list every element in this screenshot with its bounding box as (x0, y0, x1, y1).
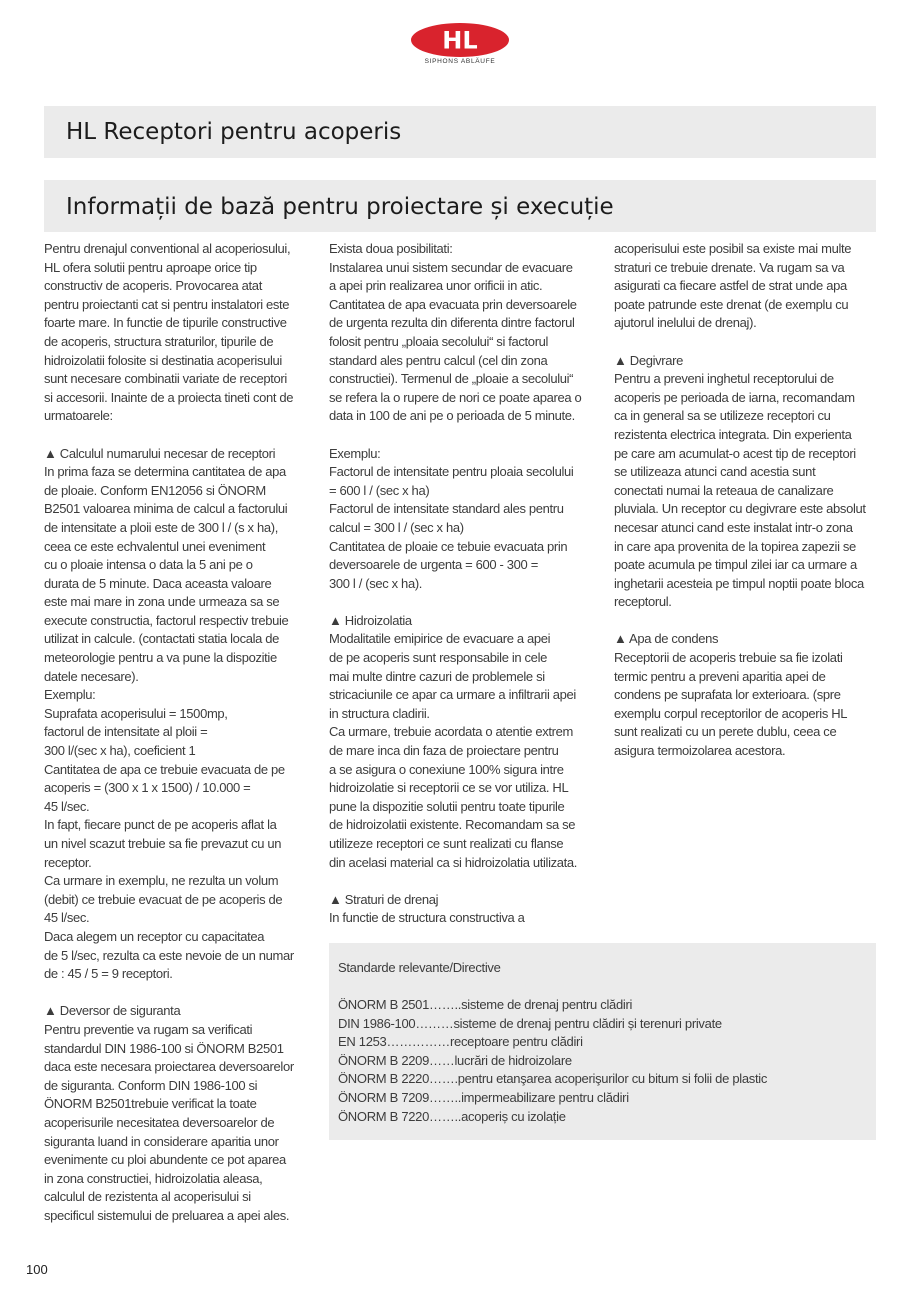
text-line: hidroizolatie si receptorii ce se vor utiliza. HL (329, 780, 569, 796)
paragraph-spacer (329, 872, 591, 891)
text-line: de intensitate a ploii este de 300 l / (s x ha), (44, 519, 278, 535)
text-line: a apei prin realizarea unor orificii in atic. (329, 278, 543, 294)
text-line: si accesorii. Inainte de a proiecta tineti cont de (44, 389, 294, 405)
text-line: a se asigura o conexiune 100% sigura intre (329, 761, 564, 777)
text-line: meteorologie pentru a va pune la dispozitie (44, 650, 277, 666)
text-line: Ca urmare, trebuie acordata o atentie extrem (329, 724, 574, 740)
text-line: ca in general sa se utilizeze receptori cu (614, 408, 831, 424)
text-line: calculul de rezistenta al acoperisului si (44, 1189, 251, 1205)
text-line: sunt realizati cu un perete dublu, ceea ce (614, 724, 837, 740)
text-line: Cantitatea de apa ce trebuie evacuata de pe (44, 761, 285, 777)
text-line: de acoperis, structura straturilor, tipurile de (44, 333, 274, 349)
text-line: poate patrunde este drenat (de exemplu cu (614, 296, 849, 312)
paragraph-spacer (329, 426, 591, 445)
text-line: pune la dispozitie solutii pentru toate tipurile (329, 798, 565, 814)
text-line: poate acumula pe timpul zilei iar ca urmare a (614, 557, 857, 573)
text-line: (debit) ce trebuie evacuat de pe acoperis de (44, 891, 283, 907)
text-column-3 (614, 240, 879, 761)
hl-logo (410, 22, 510, 74)
text-line: Factorul de intensitate pentru ploaia secolului (329, 464, 574, 480)
paragraph-spacer (614, 612, 879, 631)
text-line: este mai mare in zona unde urmeaza sa se (44, 594, 280, 610)
text-line: straturi ce trebuie drenate. Va rugam sa va (614, 259, 845, 275)
paragraph-spacer (329, 593, 591, 612)
text-line: foarte mare. In functie de tipurile constructive (44, 315, 287, 331)
text-line: Factorul de intensitate standard ales pentru (329, 501, 564, 517)
text-line: hidroizolatii folosite si destinatia acoperisului (44, 352, 282, 368)
text-line: receptor. (44, 854, 92, 870)
standard-item: ÖNORM B 7209……..impermeabilizare pentru clădiri (338, 1089, 629, 1105)
text-line: standardul DIN 1986-100 si ÖNORM B2501 (44, 1040, 284, 1056)
text-line: in structura cladirii. (329, 705, 430, 721)
text-line: se refera la o rupere de nori ce poate aparea o (329, 389, 582, 405)
text-line: daca este necesara proiectarea deversoarelor (44, 1059, 294, 1075)
text-line: specificul sistemului de preluarea a apei ales. (44, 1207, 290, 1223)
text-line: datele necesare). (44, 668, 139, 684)
section-heading: ▲ Straturi de drenaj (329, 891, 439, 907)
subtitle-band (44, 180, 876, 232)
text-line: = 600 l / (sec x ha) (329, 482, 430, 498)
text-line: acoperis pe perioada de iarna, recomandam (614, 389, 855, 405)
text-line: condens pe suprafata lor exterioara. (spre (614, 687, 841, 703)
page-number: 100 (26, 1262, 48, 1277)
paragraph-spacer (44, 426, 306, 445)
text-line: un nivel scazut trebuie sa fie prevazut cu un (44, 836, 282, 851)
text-line: Modalitatile emipirice de evacuare a apei (329, 631, 551, 647)
text-line: termic pentru a preveni aparitia apei de (614, 668, 826, 684)
text-line: de hidroizolatii existente. Recomandam sa se (329, 817, 576, 833)
text-line: execute constructia, factorul respectiv trebuie (44, 612, 289, 628)
text-line: exemplu corpul receptorilor de acoperis HL (614, 705, 848, 721)
text-line: 45 l/sec. (44, 798, 90, 814)
logo-tagline: SIPHONS ABLÄUFE (424, 58, 496, 65)
standard-item: ÖNORM B 2220…….pentru etanşarea acoperişurilor cu bitum si folii de plastic (338, 1071, 768, 1087)
text-line: Suprafata acoperisului = 1500mp, (44, 705, 228, 721)
paragraph-spacer (614, 333, 879, 352)
text-line: acoperisului este posibil sa existe mai multe (614, 241, 852, 256)
text-line: necesar atunci cand este instalat intr-o zona (614, 519, 853, 535)
text-line: utilizeze receptori ce sunt realizati cu flanse (329, 836, 564, 851)
section-heading: ▲ Degivrare (614, 352, 683, 368)
text-line: constructiei). Termenul de „ploaie a secolului“ (329, 371, 574, 387)
text-line: acoperis = (300 x 1 x 1500) / 10.000 = (44, 780, 251, 796)
text-line: utilizat in calcule. (contactati statia locala de (44, 631, 280, 647)
section-heading: ▲ Hidroizolatia (329, 612, 412, 628)
text-line: rezistenta electrica integrata. Din experienta (614, 426, 852, 442)
text-line: HL ofera solutii pentru aproape orice tip (44, 259, 257, 275)
text-line: stricaciunile ce apar ca urmare a infiltrarii apei (329, 687, 576, 703)
standard-item: ÖNORM B 2209……lucrări de hidroizolare (338, 1052, 572, 1068)
text-line: folosit pentru „ploaia secolului“ si factorul (329, 333, 549, 349)
text-line: In functie de structura constructiva a (329, 910, 525, 926)
text-line: in care apa provenita de la topirea zapezii se (614, 538, 856, 554)
text-line: Exemplu: (329, 445, 381, 461)
text-line: 300 l / (sec x ha). (329, 575, 423, 591)
text-line: Pentru preventie va rugam sa verificati (44, 1021, 253, 1037)
text-line: durata de 5 minute. Daca aceasta valoare (44, 575, 272, 591)
text-line: Exemplu: (44, 687, 96, 703)
text-line: sunt necesare combinatii variate de receptori (44, 371, 287, 387)
text-line: B2501 valoarea minima de calcul a factorului (44, 501, 288, 517)
text-line: de : 45 / 5 = 9 receptori. (44, 966, 173, 982)
page-title: HL Receptori pentru acoperis (66, 119, 402, 145)
text-line: Cantitatea de apa evacuata prin deversoarele (329, 296, 577, 312)
standard-item: DIN 1986-100………sisteme de drenaj pentru clădiri și terenuri private (338, 1015, 722, 1031)
text-column-1 (44, 240, 306, 1225)
text-line: mai multe dintre cazuri de problemele si (329, 668, 545, 684)
text-line: se utilizeaza atunci cand acestia sunt (614, 464, 816, 480)
text-line: ÖNORM B2501trebuie verificat la toate (44, 1096, 257, 1112)
standards-title: Standarde relevante/Directive (338, 960, 501, 975)
text-line: in zona constructiei, hidroizolatia aleasa, (44, 1170, 263, 1186)
text-line: Ca urmare in exemplu, ne rezulta un volum (44, 873, 279, 889)
hl-logo-icon (410, 22, 510, 58)
standards-box (329, 943, 876, 1140)
paragraph-spacer (44, 984, 306, 1003)
text-line: Instalarea unui sistem secundar de evacuare (329, 259, 573, 275)
text-line: conectati numai la reteaua de canalizare (614, 482, 834, 498)
text-line: factorul de intensitate al ploii = (44, 724, 208, 740)
text-line: evenimente cu ploi abundente ce pot aparea (44, 1152, 286, 1168)
section-heading: ▲ Apa de condens (614, 631, 719, 647)
text-line: de pe acoperis sunt responsabile in cele (329, 650, 547, 666)
text-line: In prima faza se determina cantitatea de apa (44, 464, 286, 480)
text-line: pe care am acumulat-o acest tip de receptori (614, 445, 856, 461)
text-line: din acelasi material ca si hidroizolatia utilizata. (329, 854, 578, 870)
text-line: deversoarele de urgenta = 600 - 300 = (329, 557, 538, 573)
section-heading: ▲ Deversor de siguranta (44, 1003, 181, 1019)
text-line: asigura termoizolarea acestora. (614, 743, 786, 759)
text-line: 300 l/(sec x ha), coeficient 1 (44, 743, 196, 759)
text-line: Exista doua posibilitati: (329, 241, 453, 256)
text-line: Cantitatea de ploaie ce tebuie evacuata prin (329, 538, 568, 554)
title-band (44, 106, 876, 158)
text-line: constructiv de acoperis. Provocarea atat (44, 278, 262, 294)
text-line: de ploaie. Conform EN12056 si ÖNORM (44, 482, 266, 498)
text-line: Daca alegem un receptor cu capacitatea (44, 928, 265, 944)
text-line: pentru proiectanti cat si pentru instalatori este (44, 296, 290, 312)
text-line: pluviala. Un receptor cu degivrare este absolut (614, 501, 866, 517)
text-line: 45 l/sec. (44, 910, 90, 926)
text-line: siguranta luand in considerare aparitia unor (44, 1133, 279, 1149)
text-line: Pentru drenajul conventional al acoperiosului, (44, 241, 291, 256)
text-line: data in 100 de ani pe o perioada de 5 minute. (329, 408, 575, 424)
text-line: de urgenta rezulta din diferenta dintre factorul (329, 315, 575, 331)
text-line: ajutorul inelului de drenaj). (614, 315, 757, 331)
text-line: acoperisurile necesitatea deversoarelor de (44, 1114, 275, 1130)
text-line: calcul = 300 l / (sec x ha) (329, 519, 464, 535)
section-heading: ▲ Calculul numarului necesar de receptori (44, 445, 276, 461)
text-line: inghetarii acesteia pe timpul noptii poate bloca (614, 575, 864, 591)
text-line: In fapt, fiecare punct de pe acoperis aflat la (44, 817, 277, 833)
page-subtitle: Informații de bază pentru proiectare și execuție (66, 194, 614, 220)
text-line: Pentru a preveni inghetul receptorului de (614, 371, 834, 387)
text-line: receptorul. (614, 594, 672, 610)
text-line: urmatoarele: (44, 408, 113, 424)
text-line: de mare inca din faza de proiectare pentru (329, 743, 559, 759)
logo-text: HL (442, 26, 478, 55)
text-line: ceea ce este echvalentul unei eveniment (44, 538, 266, 554)
text-column-2 (329, 240, 591, 928)
standards-list (338, 996, 767, 1126)
text-line: de siguranta. Conform DIN 1986-100 si (44, 1077, 258, 1093)
standard-item: ÖNORM B 7220……..acoperiș cu izolație (338, 1108, 566, 1124)
text-line: asigurati ca fiecare astfel de strat unde apa (614, 278, 847, 294)
standard-item: ÖNORM B 2501……..sisteme de drenaj pentru clădiri (338, 997, 633, 1012)
text-line: standard ales pentru calcul (cel din zona (329, 352, 548, 368)
text-line: Receptorii de acoperis trebuie sa fie izolati (614, 650, 843, 666)
text-line: de 5 l/sec, rezulta ca este nevoie de un numar (44, 947, 294, 963)
standard-item: EN 1253……………receptoare pentru clădiri (338, 1034, 583, 1050)
text-line: cu o ploaie intensa o data la 5 ani pe o (44, 557, 253, 573)
